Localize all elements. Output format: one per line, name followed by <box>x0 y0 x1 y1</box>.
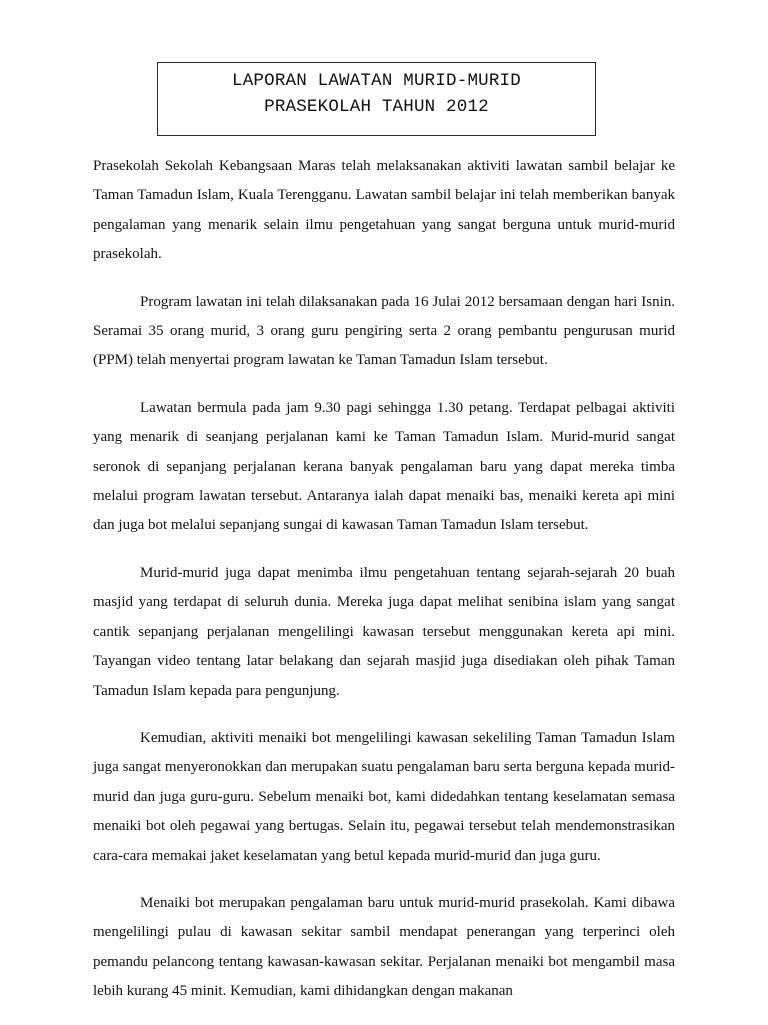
paragraph-program-date: Program lawatan ini telah dilaksanakan pada 16 Julai 2012 bersamaan dengan hari Isnin. Seramai 35 orang murid, 3 orang guru pengiring serta 2 orang pembantu pengurusan murid (PPM) telah menyertai program lawatan ke Taman Tamadun Islam tersebut. <box>93 293 675 369</box>
paragraph-boat-trip: Menaiki bot merupakan pengalaman baru untuk murid-murid prasekolah. Kami dibawa mengelilingi pulau di kawasan sekitar sambil mendapat penerangan yang terperinci oleh pemandu pelancong tentang kawasan-kawasan sekitar. Perjalanan menaiki bot mengambil masa lebih kurang 45 minit. Kemudian, kami dihidangkan dengan makanan <box>93 894 675 1000</box>
report-title-line-1: LAPORAN LAWATAN MURID-MURID <box>232 71 521 91</box>
report-title-line-2: PRASEKOLAH TAHUN 2012 <box>264 97 489 117</box>
paragraph-schedule: Lawatan bermula pada jam 9.30 pagi sehingga 1.30 petang. Terdapat pelbagai aktiviti yang menarik di seanjang perjalanan kami ke Taman Tamadun Islam. Murid-murid sangat seronok di sepanjang perjalanan kerana banyak pengalaman baru yang dapat mereka timba melalui program lawatan tersebut. Antaranya ialah dapat menaiki bas, menaiki kereta api mini dan juga bot melalui sepanjang sungai di kawasan Taman Tamadun Islam tersebut. <box>93 399 675 534</box>
paragraph-mosques: Murid-murid juga dapat menimba ilmu pengetahuan tentang sejarah-sejarah 20 buah masjid yang terdapat di seluruh dunia. Mereka juga dapat melihat senibina islam yang sangat cantik sepanjang perjalanan mengelilingi kawasan tersebut menggunakan kereta api mini. Tayangan video tentang latar belakang dan sejarah masjid juga disediakan oleh pihak Taman Tamadun Islam kepada para pengunjung. <box>93 564 675 699</box>
paragraph-intro: Prasekolah Sekolah Kebangsaan Maras telah melaksanakan aktiviti lawatan sambil belajar ke Taman Tamadun Islam, Kuala Terengganu. Lawatan sambil belajar ini telah memberikan banyak pengalaman yang menarik selain ilmu pengetahuan yang sangat berguna untuk murid-murid prasekolah. <box>93 158 675 263</box>
paragraph-boat-safety: Kemudian, aktiviti menaiki bot mengelilingi kawasan sekeliling Taman Tamadun Islam juga sangat menyeronokkan dan merupakan suatu pengalaman baru serta berguna kepada murid-murid dan juga guru-guru. Sebelum menaiki bot, kami didedahkan tentang keselamatan semasa menaiki bot oleh pegawai yang bertugas. Selain itu, pegawai tersebut telah mendemonstrasikan cara-cara memakai jaket keselamatan yang betul kepada murid-murid dan juga guru. <box>93 729 675 864</box>
report-body <box>93 152 675 1025</box>
report-title-box <box>157 62 596 136</box>
